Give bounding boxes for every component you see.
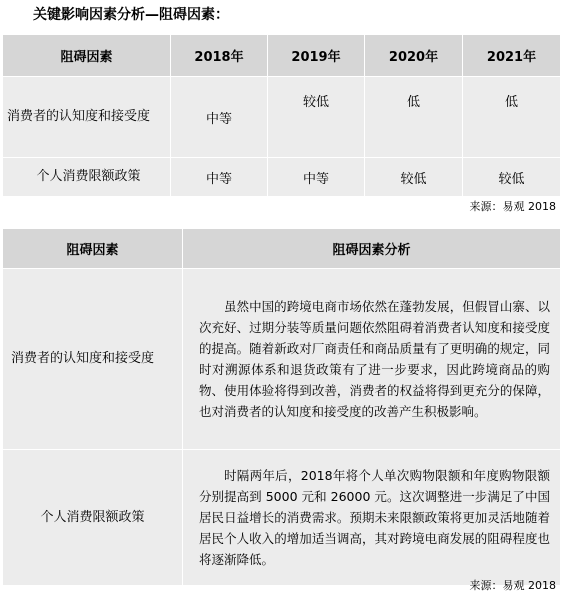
value-cell: 低 bbox=[365, 77, 463, 158]
factor-cell: 消费者的认知度和接受度 bbox=[3, 77, 171, 158]
column-header-2019: 2019年 bbox=[268, 35, 365, 77]
table-header-row bbox=[3, 35, 561, 77]
table-row bbox=[3, 77, 561, 158]
obstacle-level-table bbox=[2, 34, 561, 197]
column-header-factor: 阻碍因素 bbox=[3, 229, 183, 269]
table-row bbox=[3, 450, 561, 586]
column-header-2021: 2021年 bbox=[463, 35, 561, 77]
factor-cell: 个人消费限额政策 bbox=[3, 158, 171, 197]
table-header-row bbox=[3, 229, 561, 269]
source-note: 来源：易观 2018 bbox=[469, 200, 556, 213]
factor-cell: 消费者的认知度和接受度 bbox=[3, 269, 183, 450]
column-header-2018: 2018年 bbox=[171, 35, 268, 77]
value-cell: 较低 bbox=[365, 158, 463, 197]
column-header-2020: 2020年 bbox=[365, 35, 463, 77]
value-cell: 中等 bbox=[171, 77, 268, 158]
column-header-factor: 阻碍因素 bbox=[3, 35, 171, 77]
source-note: 来源：易观 2018 bbox=[469, 579, 556, 592]
value-cell: 中等 bbox=[268, 158, 365, 197]
table-row bbox=[3, 158, 561, 197]
column-header-analysis: 阻碍因素分析 bbox=[183, 229, 561, 269]
section-heading: 关键影响因素分析—阻碍因素： bbox=[33, 7, 229, 23]
value-cell: 较低 bbox=[268, 77, 365, 158]
factor-cell: 个人消费限额政策 bbox=[3, 450, 183, 586]
value-cell: 中等 bbox=[171, 158, 268, 197]
obstacle-analysis-table bbox=[2, 228, 561, 586]
analysis-cell: 虽然中国的跨境电商市场依然在蓬勃发展，但假冒山寨、以次充好、过期分装等质量问题依然阻碍着消费者认知度和接受度的提高。随着新政对厂商责任和商品质量有了更明确的规定，同时对溯源体系和退货政策有了进一步要求，因此跨境商品的购物、使用体验将得到改善，消费者的权益将得到更充分的保障，也对消费者的认知度和接受度的改善产生积极影响。 bbox=[183, 269, 561, 450]
table-row bbox=[3, 269, 561, 450]
value-cell: 低 bbox=[463, 77, 561, 158]
analysis-cell: 时隔两年后，2018年将个人单次购物限额和年度购物限额分别提高到 5000 元和 26000 元。这次调整进一步满足了中国居民日益增长的消费需求。预期未来限额政策将更加灵活地随着居民个人收入的增加适当调高，其对跨境电商发展的阻碍程度也将逐渐降低。 bbox=[183, 450, 561, 586]
value-cell: 较低 bbox=[463, 158, 561, 197]
